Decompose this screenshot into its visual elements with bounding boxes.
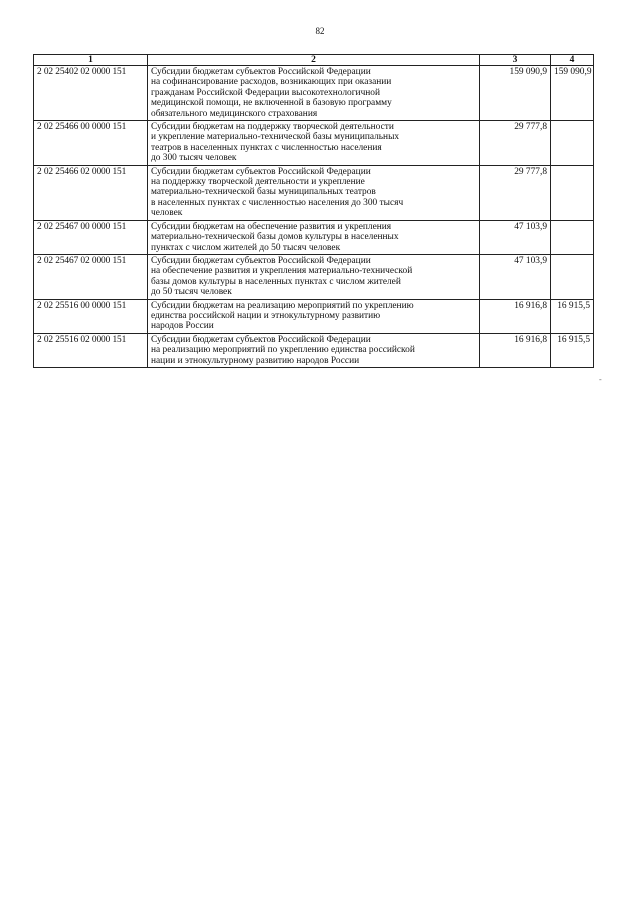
table-row [34, 333, 594, 367]
description-line: на софинансирование расходов, возникающих при оказании [151, 77, 392, 88]
description-cell [148, 299, 480, 333]
amount-col3-cell: 159 090,9 [480, 66, 551, 121]
amount-col3-cell: 47 103,9 [480, 220, 551, 254]
description-line: базы домов культуры в населенных пунктах с числом жителей [151, 276, 401, 287]
description-line: человек [151, 208, 183, 219]
amount-col3-cell: 29 777,8 [480, 165, 551, 220]
table-row [34, 254, 594, 299]
header-col-2: 2 [148, 55, 480, 66]
description-line: пунктах с числом жителей до 50 тысяч человек [151, 242, 341, 253]
budget-code-cell: 2 02 25467 02 0000 151 [34, 254, 148, 299]
description-line: и укрепление материально-технической базы муниципальных [151, 132, 400, 143]
budget-code-cell: 2 02 25466 02 0000 151 [34, 165, 148, 220]
amount-col4-cell [551, 165, 594, 220]
description-line: Субсидии бюджетам на реализацию мероприятий по укреплению [151, 300, 414, 311]
table-row [34, 165, 594, 220]
description-line: театров в населенных пунктах с численностью населения [151, 142, 382, 153]
description-cell [148, 333, 480, 367]
budget-code-cell: 2 02 25516 00 0000 151 [34, 299, 148, 333]
description-line: Субсидии бюджетам субъектов Российской Федерации [151, 334, 371, 345]
description-line: Субсидии бюджетам субъектов Российской Федерации [151, 255, 371, 266]
description-cell [148, 254, 480, 299]
amount-col4-cell [551, 254, 594, 299]
amount-col4-cell [551, 121, 594, 166]
description-line: Субсидии бюджетам субъектов Российской Федерации [151, 166, 371, 177]
table-row [34, 66, 594, 121]
description-line: на поддержку творческой деятельности и укрепление [151, 177, 365, 188]
amount-col4-cell: 16 915,5 [551, 299, 594, 333]
amount-col4-cell [551, 220, 594, 254]
description-cell [148, 121, 480, 166]
description-line: гражданам Российской Федерации высокотехнологичной [151, 87, 381, 98]
description-line: до 300 тысяч человек [151, 153, 237, 164]
description-line: в населенных пунктах с численностью населения до 300 тысяч [151, 197, 404, 208]
description-line: нации и этнокультурному развитию народов России [151, 355, 360, 366]
edge-mark: - [599, 375, 602, 384]
budget-code-cell: 2 02 25467 00 0000 151 [34, 220, 148, 254]
description-line: народов России [151, 321, 214, 332]
description-line: на обеспечение развития и укрепления материально-технической [151, 266, 413, 277]
budget-table [33, 54, 594, 368]
amount-col3-cell: 29 777,8 [480, 121, 551, 166]
description-line: медицинской помощи, не включенной в базовую программу [151, 98, 392, 109]
description-line: обязательного медицинского страхования [151, 108, 318, 119]
header-row [34, 55, 594, 66]
description-line: единства российской нации и этнокультурному развитию [151, 310, 381, 321]
description-cell [148, 165, 480, 220]
description-line: Субсидии бюджетам субъектов Российской Федерации [151, 67, 371, 77]
amount-col4-cell: 16 915,5 [551, 333, 594, 367]
header-col-3: 3 [480, 55, 551, 66]
description-line: на реализацию мероприятий по укреплению единства российской [151, 345, 415, 356]
table-row [34, 299, 594, 333]
amount-col3-cell: 16 916,8 [480, 333, 551, 367]
description-line: материально-технической базы домов культуры в населенных [151, 232, 399, 243]
description-line: до 50 тысяч человек [151, 287, 232, 298]
page-number: 82 [315, 26, 325, 36]
budget-code-cell: 2 02 25466 00 0000 151 [34, 121, 148, 166]
description-line: Субсидии бюджетам на обеспечение развития и укрепления [151, 221, 392, 232]
amount-col3-cell: 47 103,9 [480, 254, 551, 299]
description-cell [148, 66, 480, 121]
amount-col4-cell: 159 090,9 [551, 66, 594, 121]
amount-col3-cell: 16 916,8 [480, 299, 551, 333]
table-body [34, 66, 594, 368]
budget-code-cell: 2 02 25402 02 0000 151 [34, 66, 148, 121]
description-line: материально-технической базы муниципальных театров [151, 187, 376, 198]
budget-code-cell: 2 02 25516 02 0000 151 [34, 333, 148, 367]
description-line: Субсидии бюджетам на поддержку творческой деятельности [151, 122, 394, 133]
table-row [34, 220, 594, 254]
header-col-1: 1 [34, 55, 148, 66]
table-row [34, 121, 594, 166]
description-cell [148, 220, 480, 254]
header-col-4: 4 [551, 55, 594, 66]
